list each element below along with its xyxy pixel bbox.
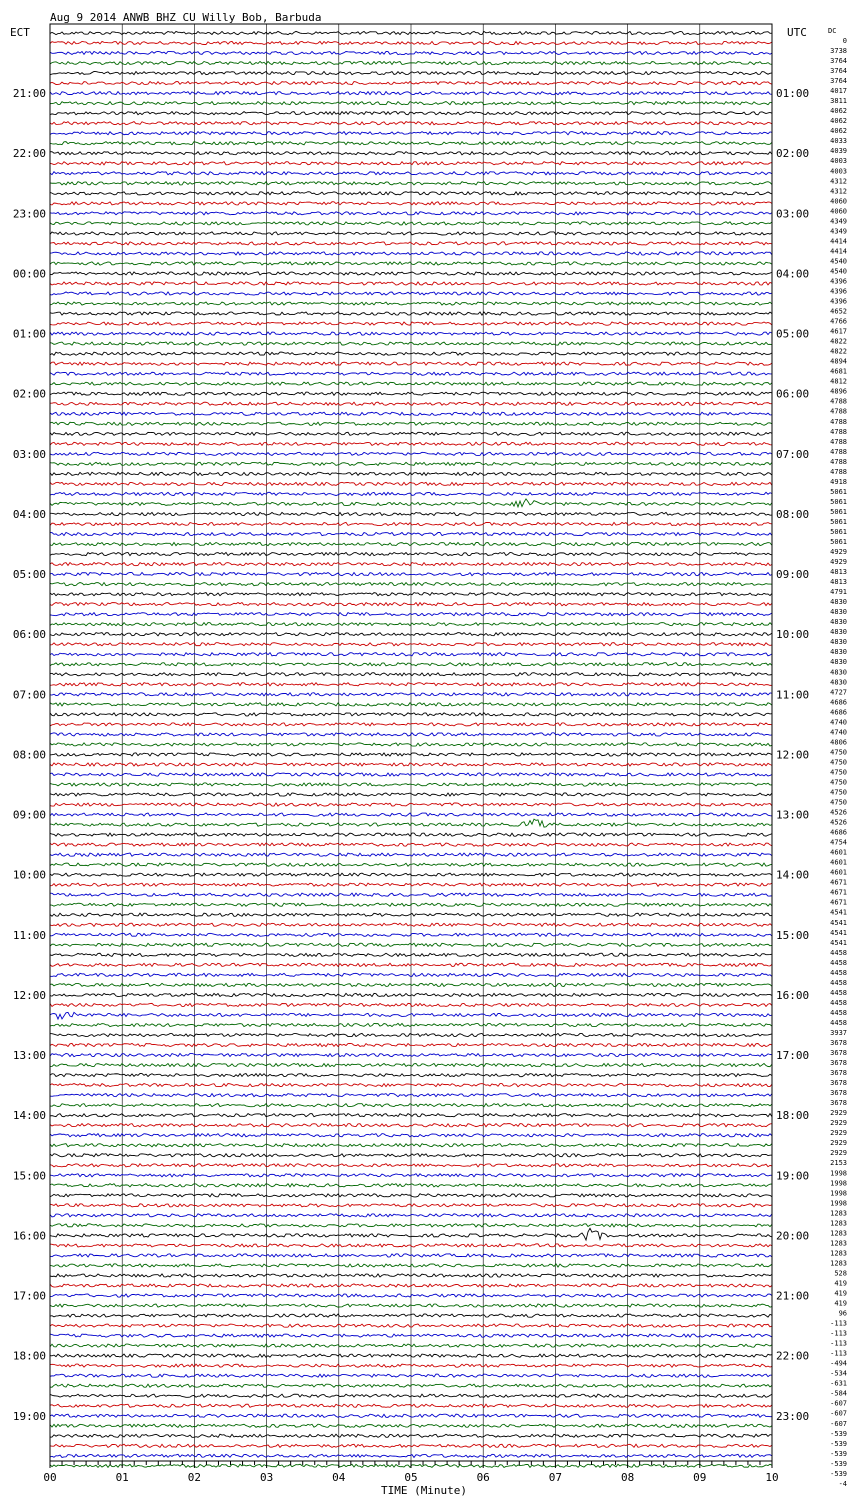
dc-value-label: 4312 — [830, 187, 847, 196]
dc-value-label: 4830 — [830, 658, 847, 667]
dc-value-label: 4414 — [830, 237, 847, 246]
dc-value-label: 5061 — [830, 517, 847, 526]
dc-value-label: 4458 — [830, 1018, 847, 1027]
dc-value-label: 5061 — [830, 497, 847, 506]
dc-value-label: 4060 — [830, 197, 847, 206]
dc-value-label: -113 — [830, 1339, 847, 1348]
x-tick-label: 08 — [620, 1471, 635, 1484]
right-hour-label: 03:00 — [776, 207, 810, 221]
dc-value-label: 4830 — [830, 598, 847, 607]
dc-value-label: -539 — [830, 1459, 847, 1468]
dc-value-label: 3764 — [830, 67, 847, 76]
dc-value-label: 3678 — [830, 1089, 847, 1098]
dc-value-label: -4 — [838, 1479, 847, 1488]
dc-value-label: 4541 — [830, 918, 847, 927]
left-timezone-label: ECT — [10, 26, 30, 39]
dc-value-label: 4540 — [830, 257, 847, 266]
right-hour-label: 01:00 — [776, 87, 810, 101]
left-hour-label: 19:00 — [12, 1409, 46, 1423]
left-hour-label: 15:00 — [12, 1169, 46, 1183]
dc-value-label: 4788 — [830, 437, 847, 446]
dc-value-label: 4601 — [830, 868, 847, 877]
dc-value-label: 2929 — [830, 1109, 847, 1118]
left-hour-label: 00:00 — [12, 267, 46, 281]
dc-value-label: 4349 — [830, 217, 847, 226]
dc-value-label: 4812 — [830, 377, 847, 386]
dc-value-label: 5061 — [830, 487, 847, 496]
dc-value-label: -607 — [830, 1419, 847, 1428]
dc-value-label: 1998 — [830, 1189, 847, 1198]
right-hour-label: 08:00 — [776, 507, 810, 521]
x-axis-label: TIME (Minute) — [380, 1484, 468, 1497]
left-hour-label: 11:00 — [12, 928, 46, 942]
right-hour-label: 11:00 — [776, 688, 810, 702]
dc-value-label: 4062 — [830, 127, 847, 136]
dc-value-label: 4003 — [830, 157, 847, 166]
left-hour-label: 01:00 — [12, 327, 46, 341]
dc-value-label: 1283 — [830, 1229, 847, 1238]
dc-value-label: 4541 — [830, 928, 847, 937]
dc-value-label: 4414 — [830, 247, 847, 256]
dc-value-label: -113 — [830, 1319, 847, 1328]
dc-value-label: -539 — [830, 1469, 847, 1478]
dc-value-label: 4601 — [830, 848, 847, 857]
dc-value-label: 4458 — [830, 968, 847, 977]
dc-value-label: -607 — [830, 1409, 847, 1418]
dc-value-label: 4830 — [830, 608, 847, 617]
dc-value-label: -584 — [830, 1389, 847, 1398]
right-hour-label: 09:00 — [776, 568, 810, 582]
dc-value-label: 3678 — [830, 1079, 847, 1088]
right-hour-label: 07:00 — [776, 447, 810, 461]
dc-value-label: 4526 — [830, 808, 847, 817]
left-hour-label: 04:00 — [12, 507, 46, 521]
dc-value-label: 4033 — [830, 137, 847, 146]
dc-value-label: 4750 — [830, 778, 847, 787]
dc-value-label: 4788 — [830, 397, 847, 406]
dc-value-label: -539 — [830, 1439, 847, 1448]
dc-value-label: 4396 — [830, 287, 847, 296]
dc-value-label: 5061 — [830, 527, 847, 536]
dc-value-label: 4788 — [830, 407, 847, 416]
dc-value-label: 4830 — [830, 638, 847, 647]
dc-value-label: 4766 — [830, 317, 847, 326]
dc-value-label: 4062 — [830, 117, 847, 126]
x-tick-label: 07 — [548, 1471, 563, 1484]
right-timezone-label: UTC — [787, 26, 807, 39]
dc-value-label: 4806 — [830, 738, 847, 747]
dc-value-label: 4396 — [830, 297, 847, 306]
dc-value-label: 4601 — [830, 858, 847, 867]
right-hour-label: 10:00 — [776, 628, 810, 642]
dc-value-label: 4830 — [830, 668, 847, 677]
dc-value-label: -113 — [830, 1349, 847, 1358]
dc-value-label: 3678 — [830, 1069, 847, 1078]
dc-value-label: 3764 — [830, 77, 847, 86]
dc-value-label: 1998 — [830, 1169, 847, 1178]
left-hour-label: 05:00 — [12, 568, 46, 582]
right-hour-label: 16:00 — [776, 988, 810, 1002]
left-hour-label: 21:00 — [12, 87, 46, 101]
x-tick-label: 09 — [693, 1471, 707, 1484]
right-hour-label: 22:00 — [776, 1349, 810, 1363]
right-hour-label: 20:00 — [776, 1229, 810, 1243]
dc-value-label: 4788 — [830, 467, 847, 476]
dc-value-label: 3678 — [830, 1039, 847, 1047]
dc-value-label: 4750 — [830, 788, 847, 797]
dc-value-label: 4312 — [830, 177, 847, 186]
dc-value-label: -539 — [830, 1429, 847, 1438]
left-hour-label: 02:00 — [12, 387, 46, 401]
dc-value-label: 4813 — [830, 578, 847, 587]
dc-value-label: 4830 — [830, 678, 847, 687]
dc-value-label: 4918 — [830, 477, 847, 486]
x-tick-label: 10 — [765, 1471, 779, 1484]
dc-value-label: 4791 — [830, 588, 847, 597]
dc-value-label: 4671 — [830, 888, 847, 897]
dc-value-label: 4458 — [830, 998, 847, 1007]
left-hour-label: 16:00 — [12, 1229, 46, 1243]
dc-value-label: 5061 — [830, 507, 847, 516]
right-hour-label: 15:00 — [776, 928, 810, 942]
dc-value-label: 4788 — [830, 447, 847, 456]
dc-value-label: 3678 — [830, 1059, 847, 1068]
dc-value-label: 4458 — [830, 988, 847, 997]
right-hour-label: 21:00 — [776, 1289, 810, 1303]
dc-value-label: 2929 — [830, 1119, 847, 1128]
dc-value-label: 4813 — [830, 568, 847, 577]
right-hour-label: 05:00 — [776, 327, 810, 341]
right-hour-label: 19:00 — [776, 1169, 810, 1183]
dc-value-label: 4750 — [830, 798, 847, 807]
right-hour-label: 12:00 — [776, 748, 810, 762]
dc-value-label: 4617 — [830, 327, 847, 336]
left-hour-label: 07:00 — [12, 688, 46, 702]
dc-value-label: 419 — [834, 1289, 847, 1298]
dc-value-label: 2929 — [830, 1129, 847, 1138]
dc-value-label: 4458 — [830, 958, 847, 967]
dc-value-label: -539 — [830, 1449, 847, 1458]
dc-value-label: 4349 — [830, 227, 847, 236]
dc-value-label: 419 — [834, 1299, 847, 1308]
right-hour-label: 14:00 — [776, 868, 810, 882]
dc-value-label: 4830 — [830, 628, 847, 637]
dc-value-label: 2153 — [830, 1159, 847, 1168]
dc-value-label: 4788 — [830, 457, 847, 466]
dc-value-label: 1283 — [830, 1249, 847, 1258]
dc-value-label: 4750 — [830, 768, 847, 777]
left-hour-label: 22:00 — [12, 147, 46, 161]
dc-value-label: 3678 — [830, 1049, 847, 1058]
dc-value-label: 1998 — [830, 1199, 847, 1208]
dc-value-label: 4681 — [830, 367, 847, 376]
dc-value-label: 4540 — [830, 267, 847, 276]
dc-value-label: 1283 — [830, 1219, 847, 1228]
dc-value-label: 2929 — [830, 1149, 847, 1158]
left-hour-label: 10:00 — [12, 868, 46, 882]
dc-value-label: 4062 — [830, 107, 847, 116]
left-hour-label: 13:00 — [12, 1049, 46, 1063]
dc-value-label: 528 — [834, 1269, 847, 1278]
right-hour-label: 23:00 — [776, 1409, 810, 1423]
dc-value-label: 4458 — [830, 978, 847, 987]
left-hour-label: 18:00 — [12, 1349, 46, 1363]
dc-value-label: -534 — [830, 1369, 847, 1378]
dc-value-label: 3811 — [830, 97, 847, 106]
x-tick-label: 04 — [332, 1471, 346, 1484]
dc-value-label: 1998 — [830, 1179, 847, 1188]
right-hour-label: 02:00 — [776, 147, 810, 161]
dc-label: DC — [828, 27, 837, 35]
x-tick-label: 00 — [43, 1471, 57, 1484]
dc-value-label: 4541 — [830, 938, 847, 947]
chart-title: Aug 9 2014 ANWB BHZ CU Willy Bob, Barbuda — [50, 11, 322, 24]
dc-value-label: 4686 — [830, 708, 847, 717]
x-tick-label: 01 — [115, 1471, 129, 1484]
dc-value-label: 4060 — [830, 207, 847, 216]
dc-value-label: 4686 — [830, 698, 847, 707]
left-hour-label: 06:00 — [12, 628, 46, 642]
dc-value-label: -113 — [830, 1329, 847, 1338]
dc-value-label: 4894 — [830, 357, 847, 366]
dc-value-label: 4686 — [830, 828, 847, 837]
dc-value-label: 0 — [842, 37, 847, 45]
dc-value-label: -631 — [830, 1379, 847, 1388]
x-tick-label: 06 — [476, 1471, 490, 1484]
left-hour-label: 03:00 — [12, 447, 46, 461]
dc-value-label: 4830 — [830, 618, 847, 627]
left-hour-label: 17:00 — [12, 1289, 46, 1303]
dc-value-label: 4740 — [830, 728, 847, 737]
dc-value-label: 3764 — [830, 57, 847, 66]
right-hour-label: 17:00 — [776, 1049, 810, 1063]
dc-value-label: 2929 — [830, 1139, 847, 1148]
dc-value-label: 4541 — [830, 908, 847, 917]
dc-value-label: 4039 — [830, 147, 847, 156]
left-hour-label: 09:00 — [12, 808, 46, 822]
right-hour-label: 13:00 — [776, 808, 810, 822]
dc-value-label: 4822 — [830, 337, 847, 346]
dc-value-label: 4526 — [830, 818, 847, 827]
dc-value-label: 4788 — [830, 427, 847, 436]
dc-value-label: 4929 — [830, 548, 847, 557]
dc-value-label: 4652 — [830, 307, 847, 316]
right-hour-label: 06:00 — [776, 387, 810, 401]
dc-value-label: 96 — [838, 1309, 847, 1318]
dc-value-label: 3678 — [830, 1099, 847, 1108]
dc-value-label: 4458 — [830, 1008, 847, 1017]
left-hour-label: 12:00 — [12, 988, 46, 1002]
dc-value-label: 4740 — [830, 718, 847, 727]
left-hour-label: 14:00 — [12, 1109, 46, 1123]
dc-value-label: 1283 — [830, 1209, 847, 1218]
dc-value-label: 4671 — [830, 898, 847, 907]
left-hour-label: 23:00 — [12, 207, 46, 221]
dc-value-label: 4003 — [830, 167, 847, 176]
dc-value-label: 4830 — [830, 648, 847, 657]
dc-value-label: 4727 — [830, 688, 847, 697]
dc-value-label: 3937 — [830, 1028, 847, 1037]
right-hour-label: 04:00 — [776, 267, 810, 281]
x-tick-label: 03 — [259, 1471, 274, 1484]
dc-value-label: 3738 — [830, 47, 847, 56]
dc-value-label: 4822 — [830, 347, 847, 356]
dc-value-label: 4671 — [830, 878, 847, 887]
dc-value-label: 4754 — [830, 838, 847, 847]
dc-value-label: -607 — [830, 1399, 847, 1408]
dc-value-label: 4750 — [830, 748, 847, 757]
dc-value-label: 1283 — [830, 1239, 847, 1248]
dc-value-label: -494 — [830, 1359, 847, 1368]
dc-value-label: 1283 — [830, 1259, 847, 1268]
dc-value-label: 4896 — [830, 387, 847, 396]
dc-value-label: 4929 — [830, 558, 847, 567]
dc-value-label: 5061 — [830, 538, 847, 546]
dc-value-label: 4750 — [830, 758, 847, 767]
x-tick-label: 02 — [187, 1471, 202, 1484]
x-tick-label: 05 — [404, 1471, 418, 1484]
left-hour-label: 08:00 — [12, 748, 46, 762]
right-hour-label: 18:00 — [776, 1109, 810, 1123]
dc-value-label: 4396 — [830, 277, 847, 286]
dc-value-label: 4788 — [830, 417, 847, 426]
dc-value-label: 4458 — [830, 948, 847, 957]
dc-value-label: 4017 — [830, 87, 847, 96]
dc-value-label: 419 — [834, 1279, 847, 1288]
